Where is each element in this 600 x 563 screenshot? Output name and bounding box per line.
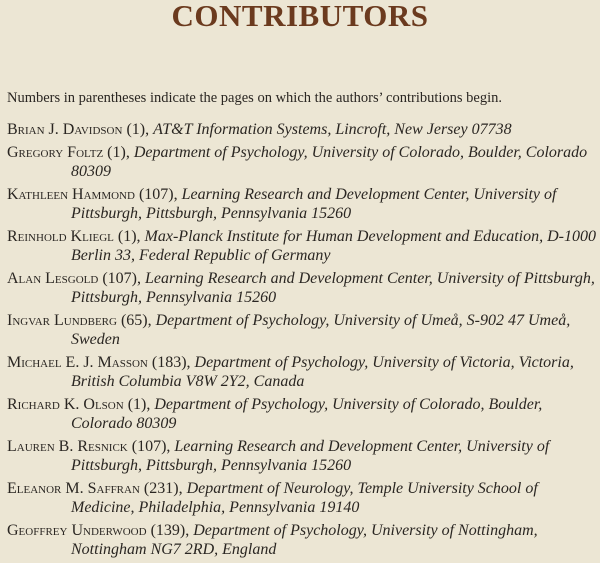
contributor-name: Brian J. Davidson — [7, 121, 123, 138]
contributor-name: Alan Lesgold — [7, 269, 99, 287]
contributor-entry — [7, 311, 599, 349]
contributor-name: Kathleen Hammond — [7, 185, 135, 203]
contributor-affiliation: Department of Psychology, University of Victoria, Victoria, British Columbia V8W 2Y2, Canada — [71, 353, 574, 390]
contributor-entry — [7, 269, 599, 307]
contributor-affiliation: Department of Psychology, University of Colorado, Boulder, Colorado 80309 — [71, 143, 588, 180]
contribution-page: (107), — [131, 437, 171, 455]
contributor-affiliation: Department of Psychology, University of Umeå, S-902 47 Umeå, Sweden — [71, 311, 571, 348]
contributor-entry — [7, 437, 599, 475]
contributor-affiliation: Learning Research and Development Center, University of Pittsburgh, Pittsburgh, Pennsylvania 15260 — [71, 437, 550, 474]
contributor-affiliation: Max-Planck Institute for Human Development and Education, D-1000 Berlin 33, Federal Republic of Germany — [71, 227, 596, 264]
contributor-name: Reinhold Kliegl — [7, 227, 114, 245]
contribution-page: (231), — [143, 479, 183, 497]
contributor-affiliation: Learning Research and Development Center, University of Pittsburgh, Pittsburgh, Pennsylvania 15260 — [71, 269, 595, 306]
contributor-affiliation: Learning Research and Development Center, University of Pittsburgh, Pittsburgh, Pennsylvania 15260 — [71, 185, 557, 222]
contribution-page: (1), — [127, 395, 151, 413]
contribution-page: (107), — [102, 269, 141, 287]
contribution-page: (1), — [126, 121, 150, 138]
contribution-page: (139), — [150, 521, 190, 539]
contributor-name: Michael E. J. Masson — [7, 353, 148, 371]
contribution-page: (183), — [151, 353, 191, 371]
contributor-entry — [7, 521, 599, 559]
contributor-name: Richard K. Olson — [7, 395, 124, 413]
contributor-name: Lauren B. Resnick — [7, 437, 128, 455]
contribution-page: (1), — [107, 143, 130, 161]
contribution-page: (65), — [120, 311, 152, 329]
contributor-entry — [7, 353, 599, 391]
contributor-list — [7, 120, 599, 563]
contributor-entry — [7, 185, 599, 223]
contributor-name: Gregory Foltz — [7, 143, 104, 161]
contributor-name: Ingvar Lundberg — [7, 311, 117, 329]
contributor-affiliation: Department of Psychology, University of Nottingham, Nottingham NG7 2RD, England — [71, 521, 538, 558]
intro-note: Numbers in parentheses indicate the pages on which the authors’ contributions begin. — [7, 90, 503, 106]
contributor-entry — [7, 479, 599, 517]
contribution-page: (1), — [117, 227, 141, 245]
contributor-entry — [7, 395, 599, 433]
page-title: CONTRIBUTORS — [171, 0, 429, 33]
contributor-name: Eleanor M. Saffran — [7, 479, 140, 497]
contributor-affiliation: Department of Psychology, University of Colorado, Boulder, Colorado 80309 — [71, 395, 543, 432]
contributor-entry — [7, 227, 599, 265]
contribution-page: (107), — [138, 185, 178, 203]
contributor-affiliation: AT&T Information Systems, Lincroft, New Jersey 07738 — [153, 121, 512, 138]
contributor-affiliation: Department of Neurology, Temple University School of Medicine, Philadelphia, Pennsylvania 19140 — [71, 479, 538, 516]
contributor-name: Geoffrey Underwood — [7, 521, 147, 539]
contributor-entry — [7, 120, 599, 139]
contributor-entry — [7, 143, 599, 181]
